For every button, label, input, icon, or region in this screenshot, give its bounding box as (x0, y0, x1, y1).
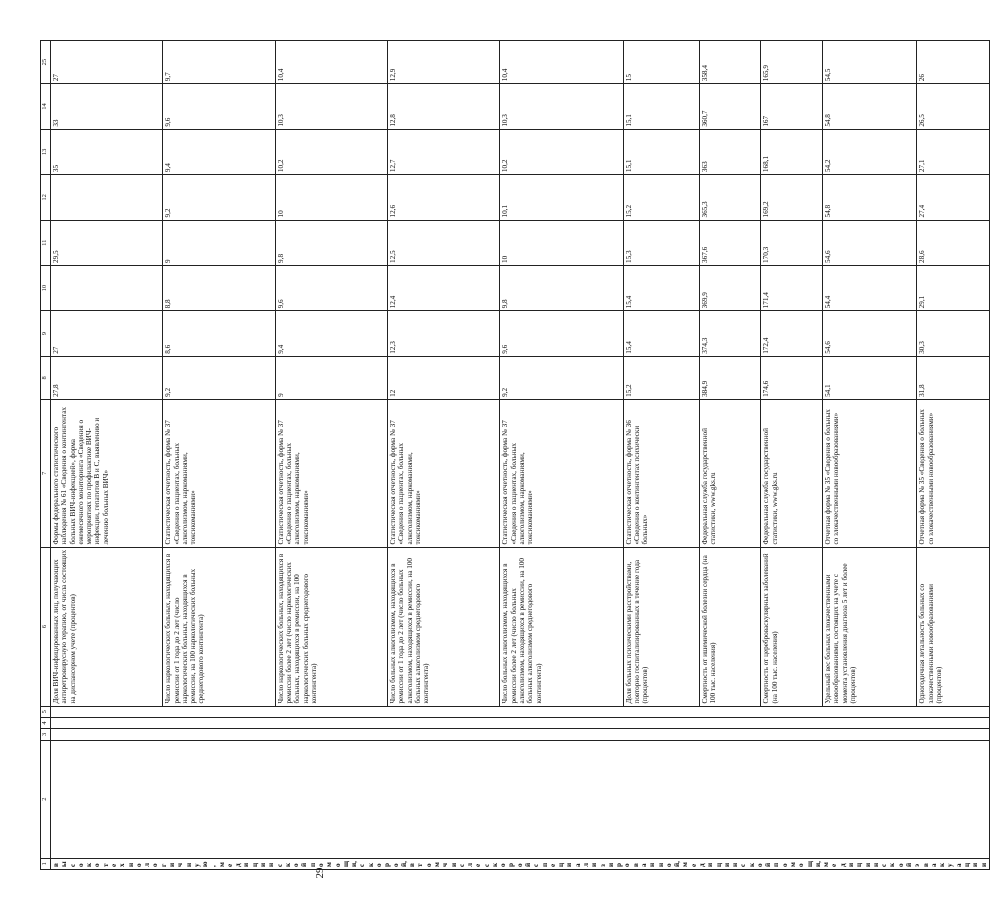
value-cell: 174,6 (761, 356, 823, 399)
value-cell: 29,5 (51, 220, 163, 265)
indicator-table (40, 40, 990, 870)
empty-cell (51, 717, 990, 728)
value-cell: 54,6 (823, 220, 917, 265)
indicator-name: Одногодичная летальность больных со злокачественными новообразованиями (процентов) (917, 547, 990, 706)
header-cell: 1 (41, 858, 51, 869)
value-cell: 27 (51, 311, 163, 356)
empty-cell (51, 706, 990, 717)
empty-cell (51, 740, 990, 858)
value-cell: 26,5 (917, 84, 990, 129)
value-cell: 10,2 (275, 129, 387, 174)
header-cell: 3 (41, 729, 51, 740)
indicator-source: Статистическая отчетность, форма № 37 «Сведения о пациентах, больных алкоголизмом, наркоманиями, токсикоманиями» (163, 399, 275, 547)
value-cell: 15,1 (623, 129, 699, 174)
value-cell: 168,1 (761, 129, 823, 174)
value-cell: 15,1 (623, 84, 699, 129)
value-cell: 54,8 (823, 175, 917, 220)
indicator-name: Число больных алкоголизмом, находящихся в ремиссии от 1 года до 2 лет (число больных алкоголизмом, находящихся в ремиссии, на 100 больных алкоголизмом среднегодового контингента) (388, 547, 500, 706)
value-cell: 9,7 (163, 41, 275, 84)
header-row (41, 41, 51, 870)
value-cell: 15,4 (623, 311, 699, 356)
value-cell: 12,8 (388, 84, 500, 129)
value-cell: 26 (917, 41, 990, 84)
indicator-name: Число наркологических больных, находящихся в ремиссии от 1 года до 2 лет (число наркологических больных, находящихся в ремиссии, на 100 наркологических больных среднегодового контингента) (163, 547, 275, 706)
indicator-source: Федеральная служба государственной статистики, www.gks.ru (699, 399, 761, 547)
value-cell: 12,4 (388, 265, 500, 310)
value-cell: 12,3 (388, 311, 500, 356)
value-cell: 374,3 (699, 311, 761, 356)
indicator-name: Число наркологических больных, находящихся в ремиссии более 2 лет (число наркологических больных, находящихся в ремиссии, на 100 наркологических больных среднегодового контингента) (275, 547, 387, 706)
value-cell: 15,3 (623, 220, 699, 265)
value-cell: 169,2 (761, 175, 823, 220)
value-cell: 9 (275, 356, 387, 399)
value-cell: 9,6 (163, 84, 275, 129)
indicator-source: Отчетная форма № 35 «Сведения о больных со злокачественными новообразованиями» (917, 399, 990, 547)
value-cell: 15 (623, 41, 699, 84)
header-cell: 5 (41, 706, 51, 717)
indicator-source: Статистическая отчетность, форма № 37 «Сведения о пациентах, больных алкоголизмом, наркоманиями, токсикоманиями» (388, 399, 500, 547)
page-number: 29 (314, 867, 326, 879)
value-cell: 170,3 (761, 220, 823, 265)
value-cell: 9,6 (500, 311, 623, 356)
value-cell: 9,2 (163, 356, 275, 399)
value-cell: 10,4 (500, 41, 623, 84)
indicator-name: Удельный вес больных злокачественными новообразованиями, состоящих на учете с момента установления диагноза 5 лет и более (процентов) (823, 547, 917, 706)
indicator-source: Статистическая отчетность, форма № 36 «Сведения о контингентах психически больных» (623, 399, 699, 547)
value-cell: 167 (761, 84, 823, 129)
value-cell: 12,6 (388, 175, 500, 220)
indicator-name: Доля больных психическими расстройствами, повторно госпитализированных в течение года (процентов) (623, 547, 699, 706)
indicator-name: Число больных алкоголизмом, находящихся в ремиссии более 2 лет (число больных алкоголизмом, находящихся в ремиссии, на 100 больных алкоголизмом среднегодового контингента) (500, 547, 623, 706)
header-cell: 10 (41, 265, 51, 310)
value-cell: 54,1 (823, 356, 917, 399)
value-cell: 27,8 (51, 356, 163, 399)
table-row (51, 41, 163, 870)
value-cell: 29,1 (917, 265, 990, 310)
header-cell: 8 (41, 356, 51, 399)
value-cell: 10,2 (500, 129, 623, 174)
value-cell: 27,4 (917, 175, 990, 220)
value-cell: 10,1 (500, 175, 623, 220)
table-wrapper (40, 40, 988, 870)
header-cell: 14 (41, 84, 51, 129)
header-cell: 6 (41, 547, 51, 706)
header-cell: 25 (41, 41, 51, 84)
value-cell: 9,4 (275, 311, 387, 356)
value-cell: 15,2 (623, 356, 699, 399)
value-cell: 10,4 (275, 41, 387, 84)
value-cell: 33 (51, 84, 163, 129)
indicator-source: Формы федерального статистического наблюдения № 61 «Сведения о контингентах больных ВИЧ-инфекцией», форма ежемесячного мониторинга «Сведения о мероприятиях по профилактике ВИЧ-инфекции, гепатитов В и С, выявлению и лечению больных ВИЧ» (51, 399, 163, 547)
value-cell: 360,7 (699, 84, 761, 129)
header-cell: 2 (41, 740, 51, 858)
value-cell: 54,8 (823, 84, 917, 129)
value-cell: 31,8 (917, 356, 990, 399)
value-cell: 54,4 (823, 265, 917, 310)
value-cell: 384,9 (699, 356, 761, 399)
value-cell: 369,9 (699, 265, 761, 310)
value-cell (51, 175, 163, 220)
header-cell: 4 (41, 717, 51, 728)
value-cell: 54,5 (823, 41, 917, 84)
indicator-name: Смертность от ишемической болезни сердца (на 100 тыс. населения) (699, 547, 761, 706)
indicator-source: Статистическая отчетность, форма № 37 «Сведения о пациентах, больных алкоголизмом, наркоманиями, токсикоманиями» (275, 399, 387, 547)
value-cell: 171,4 (761, 265, 823, 310)
value-cell: 9,4 (163, 129, 275, 174)
value-cell: 35 (51, 129, 163, 174)
header-cell: 11 (41, 220, 51, 265)
indicator-source: Отчетная форма № 35 «Сведения о больных со злокачественными новообразованиями» (823, 399, 917, 547)
section-title: высокотехнологичную, медицинской помощи, скорой, в том числе скорой специализированной, медицинской помощи, медицинской эвакуации (51, 858, 990, 869)
value-cell: 54,6 (823, 311, 917, 356)
value-cell: 8,8 (163, 265, 275, 310)
value-cell: 9 (163, 220, 275, 265)
value-cell (51, 265, 163, 310)
value-cell: 172,4 (761, 311, 823, 356)
value-cell: 10,3 (275, 84, 387, 129)
value-cell: 8,6 (163, 311, 275, 356)
header-cell: 13 (41, 129, 51, 174)
value-cell: 165,9 (761, 41, 823, 84)
value-cell: 9,2 (163, 175, 275, 220)
value-cell: 27,1 (917, 129, 990, 174)
indicator-source: Федеральная служба государственной статистики, www.gks.ru (761, 399, 823, 547)
value-cell: 15,2 (623, 175, 699, 220)
value-cell: 358,4 (699, 41, 761, 84)
value-cell: 54,2 (823, 129, 917, 174)
value-cell: 12,9 (388, 41, 500, 84)
value-cell: 30,3 (917, 311, 990, 356)
value-cell: 12 (388, 356, 500, 399)
header-cell: 9 (41, 311, 51, 356)
value-cell: 28,6 (917, 220, 990, 265)
value-cell: 367,6 (699, 220, 761, 265)
value-cell: 9,6 (275, 265, 387, 310)
value-cell: 27 (51, 41, 163, 84)
value-cell: 10 (275, 175, 387, 220)
value-cell: 365,3 (699, 175, 761, 220)
value-cell: 12,7 (388, 129, 500, 174)
value-cell: 363 (699, 129, 761, 174)
value-cell: 10 (500, 220, 623, 265)
value-cell: 10,3 (500, 84, 623, 129)
value-cell: 12,5 (388, 220, 500, 265)
indicator-source: Статистическая отчетность, форма № 37 «Сведения о пациентах, больных алкоголизмом, наркоманиями, токсикоманиями» (500, 399, 623, 547)
value-cell: 9,8 (500, 265, 623, 310)
indicator-name: Доля ВИЧ-инфицированных лиц, получающих антиретровирусную терапию, от числа состоящих на диспансерном учете (процентов) (51, 547, 163, 706)
header-cell: 12 (41, 175, 51, 220)
value-cell: 9,8 (275, 220, 387, 265)
indicator-name: Смертность от цереброваскулярных заболеваний (на 100 тыс. населения) (761, 547, 823, 706)
empty-cell (51, 729, 990, 740)
value-cell: 15,4 (623, 265, 699, 310)
value-cell: 9,2 (500, 356, 623, 399)
header-cell: 7 (41, 399, 51, 547)
